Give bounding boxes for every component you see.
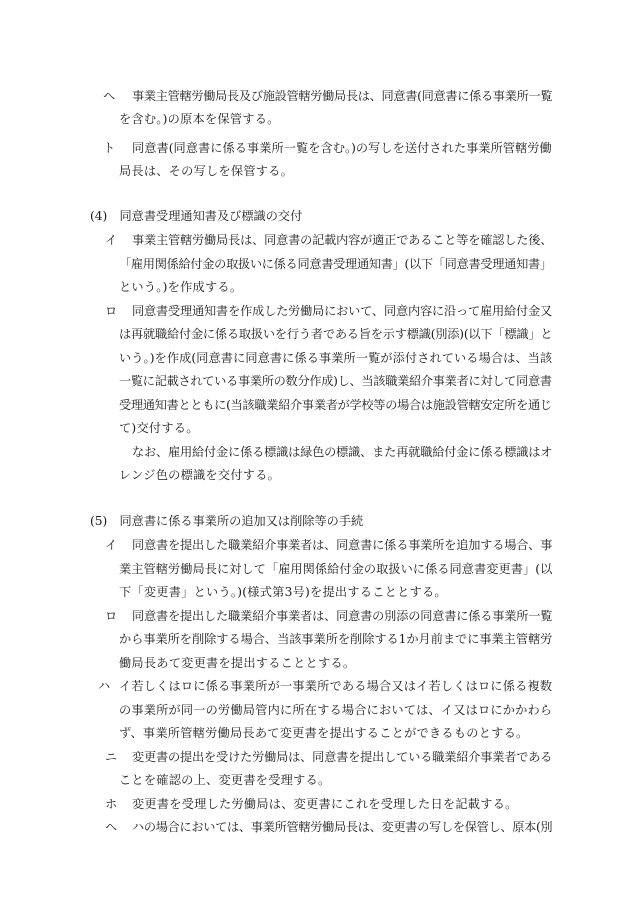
item-marker-he: ヘ (103, 89, 116, 103)
item-marker-ro: ロ (105, 609, 118, 623)
paragraph-line: ことを確認の上、変更書を受理する。 (119, 773, 331, 787)
paragraph-line: という。)を作成する。 (119, 280, 243, 294)
paragraph-line: から事業所を削除する場合、当該事業所を削除する1か月前までに事業主管轄労 (119, 632, 553, 646)
paragraph-line: 局長は、その写しを保管する。 (119, 164, 294, 178)
paragraph-line: 業主管轄労働局長に対して「雇用関係給付金の取扱いに係る同意書変更書」(以 (119, 562, 553, 576)
paragraph-line: 一覧に記載されている事業所の数分作成)し、当該職業紹介事業者に対して同意書 (119, 374, 552, 388)
note-line: なお、雇用給付金に係る標識は緑色の標識、また再就職給付金に係る標識はオ (132, 445, 553, 459)
paragraph-line: 受理通知書とともに(当該職業紹介事業者が学校等の場合は施設管轄安定所を通じ (119, 398, 552, 412)
paragraph-line: 「雇用関係給付金の取扱いに係る同意書受理通知書」(以下「同意書受理通知書」 (119, 257, 552, 271)
paragraph-line: て)交付する。 (119, 421, 199, 435)
paragraph-line: 変更書を受理した労働局は、変更書にこれを受理した日を記載する。 (132, 797, 518, 811)
paragraph-line: イ若しくはロに係る事業所が一事業所である場合又はイ若しくはロに係る複数 (119, 679, 553, 693)
note-line: レンジ色の標識を交付する。 (119, 468, 281, 482)
item-marker-ha: ハ (98, 679, 111, 693)
item-marker-i: イ (105, 538, 118, 552)
item-marker-ho: ホ (105, 797, 118, 811)
paragraph-line: の事業所が同一の労働局管内に所在する場合においては、イ又はロにかかわら (119, 703, 553, 717)
item-marker-ni: ニ (105, 750, 118, 764)
paragraph-line: 同意書(同意書に係る事業所一覧を含む。)の写しを送付された事業所管轄労働 (132, 141, 552, 155)
paragraph-line: を含む。)の原本を保管する。 (119, 112, 280, 126)
item-marker-ro: ロ (105, 304, 118, 318)
paragraph-line: 事業主管轄労働局長は、同意書の記載内容が適正であること等を確認した後、 (132, 233, 553, 247)
paragraph-line: ず、事業所管轄労働局長あて変更書を提出することができるものとする。 (119, 726, 529, 740)
item-marker-to: ト (103, 141, 116, 155)
paragraph-line: 変更書の提出を受けた労働局は、同意書を提出している職業紹介事業者である (132, 750, 553, 764)
paragraph-line: 同意書を提出した職業紹介事業者は、同意書の別添の同意書に係る事業所一覧 (132, 609, 553, 623)
paragraph-line: いう。)を作成(同意書に同意書に係る事業所一覧が添付されている場合は、当該 (119, 351, 553, 365)
paragraph-line: 働局長あて変更書を提出することとする。 (119, 656, 356, 670)
paragraph-line: 事業主管轄労働局長及び施設管轄労働局長は、同意書(同意書に係る事業所一覧 (132, 89, 553, 103)
paragraph-line: 同意書を提出した職業紹介事業者は、同意書に係る事業所を追加する場合、事 (132, 538, 553, 552)
paragraph-line: 下「変更書」という。)(様式第3号)を提出することとする。 (119, 585, 447, 599)
section-heading-4: (4) 同意書受理通知書及び標識の交付 (90, 209, 303, 223)
paragraph-line: 同意書受理通知書を作成した労働局において、同意内容に沿って雇用給付金又 (132, 304, 553, 318)
item-marker-i: イ (105, 233, 118, 247)
section-heading-5: (5) 同意書に係る事業所の追加又は削除等の手続 (90, 514, 364, 528)
paragraph-line: ハの場合においては、事業所管轄労働局長は、変更書の写しを保管し、原本(別 (132, 820, 553, 834)
item-marker-he: ヘ (105, 820, 118, 834)
paragraph-line: は再就職給付金に係る取扱いを行う者である旨を示す標識(別添)(以下「標識」と (119, 327, 553, 341)
